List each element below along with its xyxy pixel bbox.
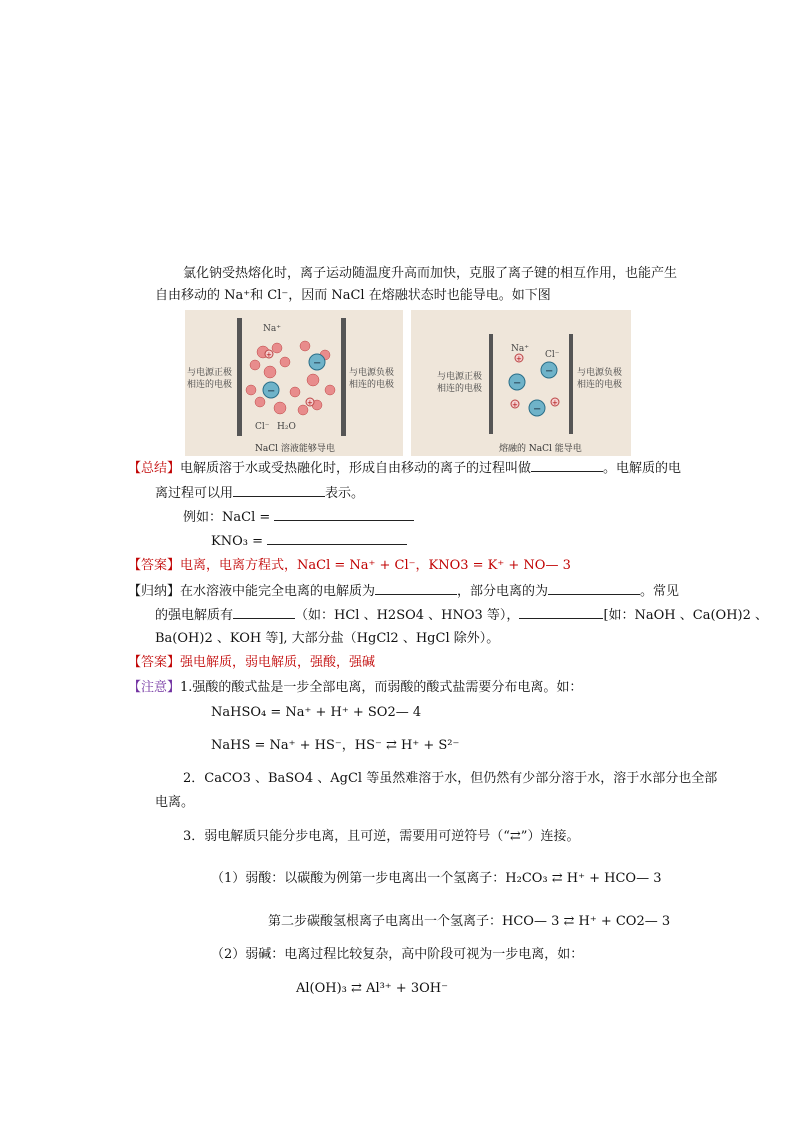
- svg-text:−: −: [267, 386, 276, 397]
- answer1-text: 电离，电离方程式，NaCl = Na⁺ + Cl⁻，KNO3 = K⁺ + NO— 3: [180, 558, 571, 573]
- right-caption: 熔融的 NaCl 能导电: [499, 444, 582, 454]
- svg-text:+: +: [307, 399, 313, 407]
- right-anode-label-1: 与电源正极: [437, 372, 483, 382]
- intro-line-2: 自由移动的 Na⁺和 Cl⁻，因而 NaCl 在熔融状态时也能导电。如下图: [155, 288, 551, 303]
- left-h2o-label: H₂O: [277, 422, 296, 432]
- note-p2b: 电离。: [155, 795, 195, 810]
- answer2-line: [128, 654, 375, 672]
- induction-line-3: [155, 630, 499, 648]
- svg-text:−: −: [545, 366, 554, 377]
- molten-nacl-panel: [411, 310, 631, 456]
- right-cathode-label-1: 与电源负极: [577, 368, 623, 378]
- left-caption: NaCl 溶液能够导电: [255, 444, 335, 454]
- summary-line-1: [128, 459, 681, 478]
- left-anode-label-2: 相连的电极: [187, 380, 233, 390]
- summary-tag: 【总结】: [128, 461, 181, 476]
- answer2-tag: 【答案】: [128, 655, 181, 670]
- answer1-line: [128, 557, 571, 575]
- induction-blank-3[interactable]: [233, 606, 295, 619]
- summary-text-c: 离过程可以用: [155, 486, 234, 501]
- note-base-eq: Al(OH)₃ ⇄ Al³⁺ + 3OH⁻: [296, 981, 448, 996]
- note-p1: 1.强酸的酸式盐是一步全部电离，而弱酸的酸式盐需要分布电离。如：: [180, 680, 583, 695]
- note-tag: 【注意】: [128, 680, 181, 695]
- example-kno3-label: KNO₃ =: [211, 534, 263, 549]
- example-nacl-blank[interactable]: [274, 508, 414, 521]
- note-base-line: （2）弱碱：电离过程比较复杂，高中阶段可视为一步电离，如：: [211, 947, 584, 962]
- induction-text-d: 的强电解质有: [155, 608, 234, 623]
- induction-text-c: 。常见: [640, 584, 680, 599]
- right-cl-label: Cl⁻: [545, 350, 560, 360]
- note-p2a: 2．CaCO3 、BaSO4 、AgCl 等虽然难溶于水，但仍然有少部分溶于水，溶于水部分也全部: [183, 771, 718, 786]
- note-eq1: NaHSO₄ = Na⁺ + H⁺ + SO2— 4: [211, 705, 422, 720]
- answer1-tag: 【答案】: [128, 558, 181, 573]
- summary-text-a: 电解质溶于水或受热融化时，形成自由移动的离子的过程叫做: [180, 461, 532, 476]
- induction-text-a: 在水溶液中能完全电离的电解质为: [180, 584, 376, 599]
- induction-line-2: [155, 606, 768, 625]
- summary-blank-1[interactable]: [531, 459, 603, 472]
- summary-blank-2[interactable]: [233, 484, 325, 497]
- example-nacl-line: [183, 508, 414, 527]
- note-p3: 3．弱电解质只能分步电离，且可逆，需要用可逆符号（“⇄”）连接。: [183, 829, 580, 844]
- left-cl-label: Cl⁻: [255, 422, 270, 432]
- svg-text:+: +: [552, 399, 558, 407]
- note-eq2: NaHS = Na⁺ + HS⁻，HS⁻ ⇄ H⁺ + S²⁻: [211, 738, 460, 753]
- induction-text-f: [如：NaOH 、Ca(OH)2 、: [603, 608, 769, 623]
- svg-text:+: +: [512, 401, 518, 409]
- summary-text-b: 。电解质的电: [603, 461, 682, 476]
- intro-line-1: 氯化钠受热熔化时，离子运动随温度升高而加快，克服了离子键的相互作用，也能产生: [183, 266, 678, 281]
- induction-text-g: Ba(OH)2 、KOH 等], 大部分盐（HgCl2 、HgCl 除外）。: [155, 631, 500, 646]
- left-na-label: Na⁺: [263, 324, 281, 334]
- summary-text-d: 表示。: [325, 486, 365, 501]
- example-kno3-blank[interactable]: [267, 532, 407, 545]
- left-anode-label-1: 与电源正极: [187, 368, 233, 378]
- note-acid-step2: 第二步碳酸氢根离子电离出一个氢离子：HCO— 3 ⇄ H⁺ + CO2— 3: [268, 914, 671, 929]
- note-acid-line: （1）弱酸：以碳酸为例第一步电离出一个氢离子：H₂CO₃ ⇄ H⁺ + HCO— 3: [211, 871, 662, 886]
- svg-text:+: +: [516, 355, 522, 363]
- svg-text:−: −: [313, 358, 322, 369]
- example-kno3-line: [211, 532, 407, 551]
- induction-line-1: [128, 582, 679, 601]
- note-line-1: [128, 679, 582, 697]
- induction-blank-1[interactable]: [375, 582, 457, 595]
- right-anode-label-2: 相连的电极: [437, 384, 483, 394]
- nacl-solution-panel: [185, 310, 403, 456]
- induction-blank-4[interactable]: [519, 606, 603, 619]
- svg-text:−: −: [513, 378, 522, 389]
- example-label: 例如：NaCl =: [183, 510, 271, 525]
- svg-text:+: +: [266, 351, 272, 359]
- conductivity-figure: [185, 310, 631, 456]
- answer2-text: 强电解质，弱电解质，强酸，强碱: [180, 655, 376, 670]
- induction-text-e: （如：HCl 、H2SO4 、HNO3 等），: [295, 608, 520, 623]
- right-cathode-label-2: 相连的电极: [577, 380, 623, 390]
- induction-text-b: ，部分电离的为: [457, 584, 549, 599]
- left-cathode-label-2: 相连的电极: [349, 380, 395, 390]
- summary-line-2: [155, 484, 364, 503]
- induction-blank-2[interactable]: [548, 582, 640, 595]
- induction-tag: 【归纳】: [128, 584, 181, 599]
- svg-text:−: −: [533, 404, 542, 415]
- left-cathode-label-1: 与电源负极: [349, 368, 395, 378]
- right-na-label: Na⁺: [511, 344, 529, 354]
